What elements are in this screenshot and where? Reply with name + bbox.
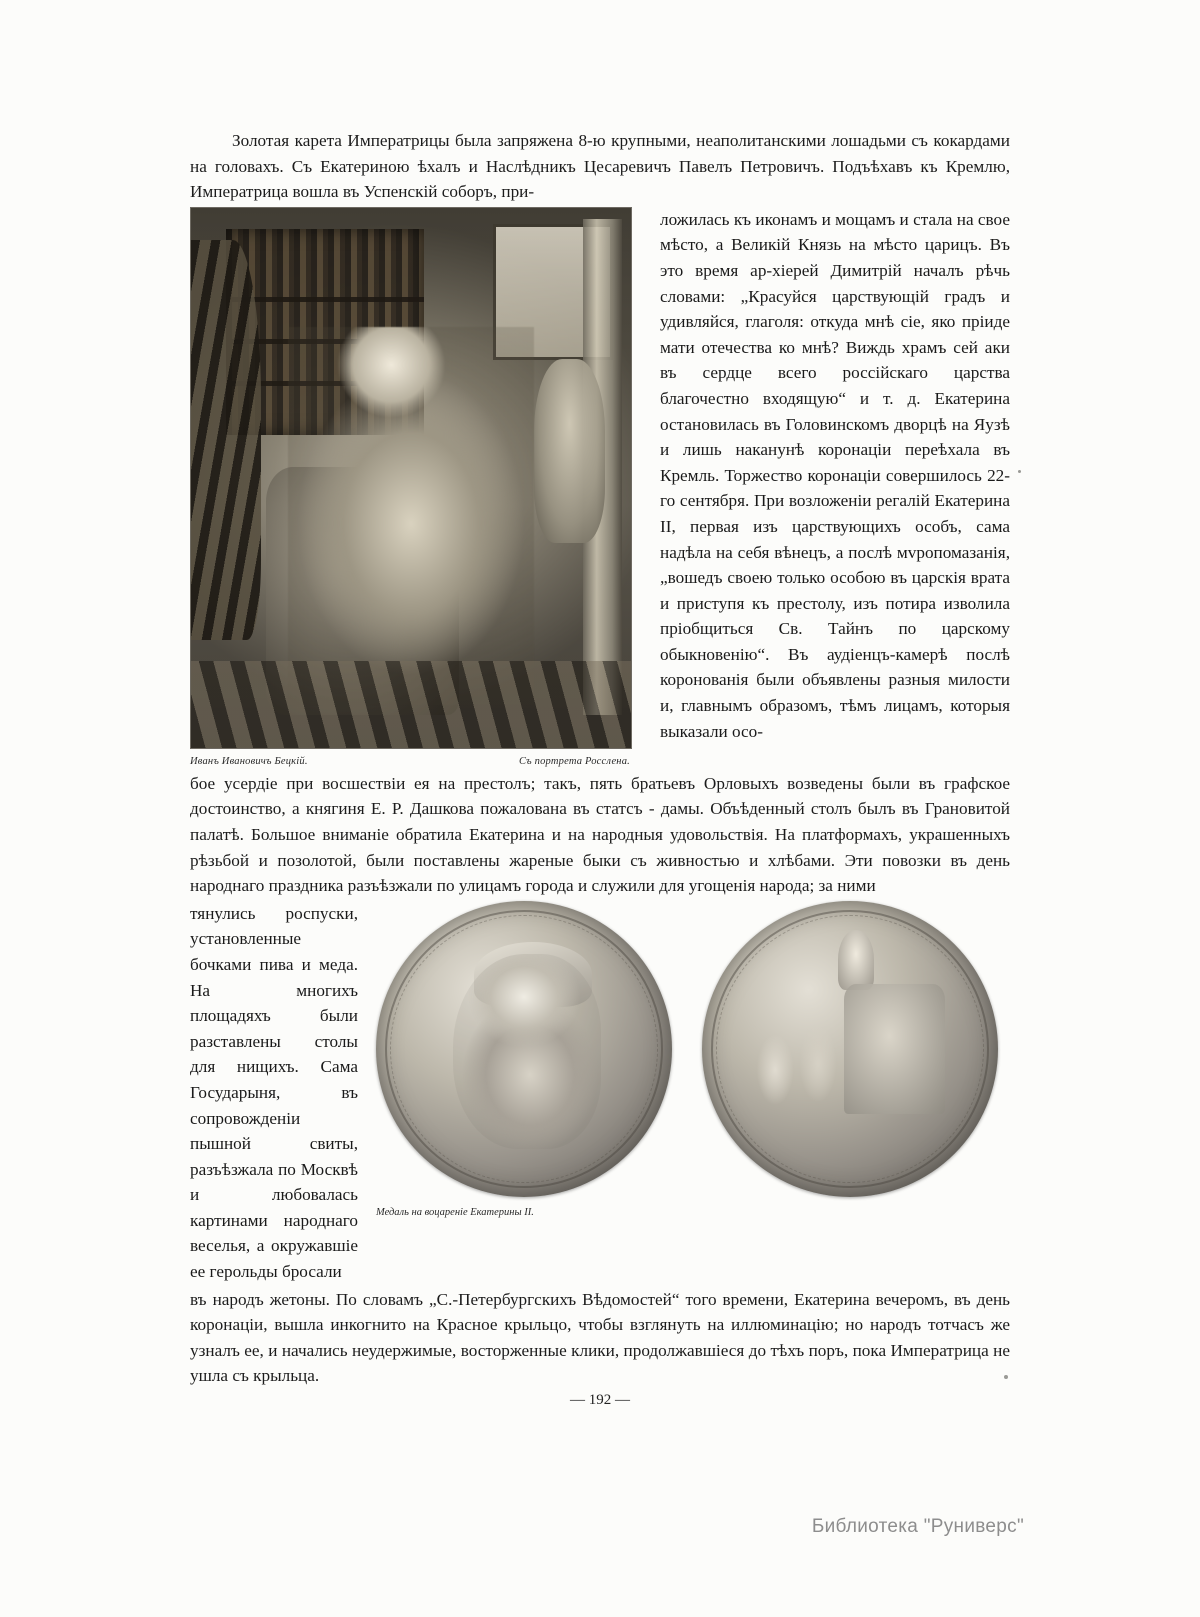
scan-speck <box>1018 470 1021 473</box>
throne-detail <box>844 984 945 1114</box>
opening-paragraph-block <box>190 128 1010 205</box>
medal-figure <box>376 901 1010 1218</box>
drapery-detail <box>191 240 261 640</box>
after-figure-block <box>190 767 1010 899</box>
opening-paragraph: Золотая карета Императрицы была запряжена 8-ю крупными, неаполитанскими лошадьми съ кокардами на головахъ. Съ Екатериною ѣхалъ и Наслѣдникъ Цесаревичъ Павелъ Петровичъ. Подъѣхавъ къ Кремлю, Императрица вошла въ Успенскій соборъ, при- <box>190 131 1010 202</box>
seated-figure-detail <box>288 327 534 705</box>
page-content <box>190 128 1010 1389</box>
medal-reverse-image <box>702 901 998 1197</box>
bust-detail <box>453 954 601 1149</box>
portrait-caption-right: Съ портрета Росслена. <box>518 755 630 767</box>
closing-paragraph: въ народъ жетоны. По словамъ „С.-Петербургскихъ Вѣдомостей“ того времени, Екатерина вечеромъ, въ день коронаціи, вышла инкогнито на Красное крыльцо, чтобы взглянуть на иллюминацію; но народъ тотчасъ же узналъ ее, и начались неудержимые, восторженные клики, продолжавшіеся до тѣхъ поръ, пока Императрица не ушла съ крыльца. <box>190 1289 1010 1386</box>
closing-block <box>190 1285 1010 1389</box>
narrow-left-column <box>190 901 358 1285</box>
wrapped-right-paragraph: ложилась къ иконамъ и мощамъ и стала на свое мѣсто, а Великій Князь на мѣсто царицъ. Въ это время ар-хіерей Димитрій началъ рѣчь словами: „Красуйся царствующій градъ и удивляйся, глаголя: откуда мнѣ сіе, яко пріиде мати отечества ко мнѣ? Виждь храмъ сей аки въ сердце всего россійскаго царства благочестно входящую“ и т. д. Екатерина остановилась въ Головинскомъ дворцѣ на Яузѣ и лишь наканунѣ коронаціи переѣхала въ Кремль. Торжество коронаціи совершилось 22-го сентября. При возложеніи регалій Екатерина II, первая изъ царствующихъ особъ, сама надѣла на себя вѣнецъ, а послѣ мvропомазанія, „вошедъ своею только особою въ царскія врата и приступя къ престолу, изъ потира изволила пріобщиться Св. Тайнъ по царскому обыкновенію“. Въ аудіенцъ-камерѣ послѣ коронованія были объявлены разныя милости и, главнымъ образомъ, тѣмъ лицамъ, которыя выказали осо- <box>660 209 1010 741</box>
portrait-caption-row <box>190 756 630 767</box>
narrow-column-paragraph: тянулись роспуски, установленные бочками пива и меда. На многихъ площадяхъ были разставлены столы для нищихъ. Сама Государыня, въ сопровожденіи пышной свиты, разъѣзжала по Москвѣ и любовалась картинами народнаго веселья, а окружавшіе ее герольды бросали <box>190 903 358 1282</box>
medal-rim-inscription <box>390 915 658 1183</box>
statue-detail <box>534 359 604 543</box>
wrapped-right-column <box>660 207 1010 744</box>
floor-detail <box>191 661 631 747</box>
after-figure-paragraph: бое усердіе при восшествіи ея на престолъ; такъ, пять братьевъ Орловыхъ возведены были въ графское достоинство, а княгиня Е. Р. Дашкова пожалована въ статсъ - дамы. Объѣденный столъ былъ въ Грановитой палатѣ. Большое вниманіе обратила Екатерина и на народныя удовольствія. На платформахъ, украшенныхъ рѣзьбой и позолотой, были поставлены жареные быки съ живностью и хлѣбами. Эти повозки въ день народнаго праздника разъѣзжали по улицамъ города и служили для угощенія народа; за ними <box>190 773 1010 896</box>
page-number: — 192 — <box>570 1392 630 1408</box>
portrait-caption-left: Иванъ Ивановичъ Бецкій. <box>190 755 308 767</box>
medal-obverse-image <box>376 901 672 1197</box>
medal-pair <box>376 901 1010 1197</box>
statue-detail-reverse <box>838 930 874 989</box>
allegorical-figures-detail <box>749 1001 867 1125</box>
portrait-image <box>190 207 632 749</box>
library-watermark: Библиотека "Руниверс" <box>811 1516 1024 1537</box>
medal-text-row <box>190 901 1010 1282</box>
portrait-figure <box>190 207 642 767</box>
scan-speck <box>1004 1375 1008 1379</box>
portrait-canvas <box>191 208 631 748</box>
figure-text-row <box>190 207 1010 767</box>
medal-rim-inscription-reverse <box>716 915 984 1183</box>
medal-caption: Медаль на воцареніе Екатерины II. <box>376 1206 534 1218</box>
helmet-detail <box>474 942 592 1007</box>
